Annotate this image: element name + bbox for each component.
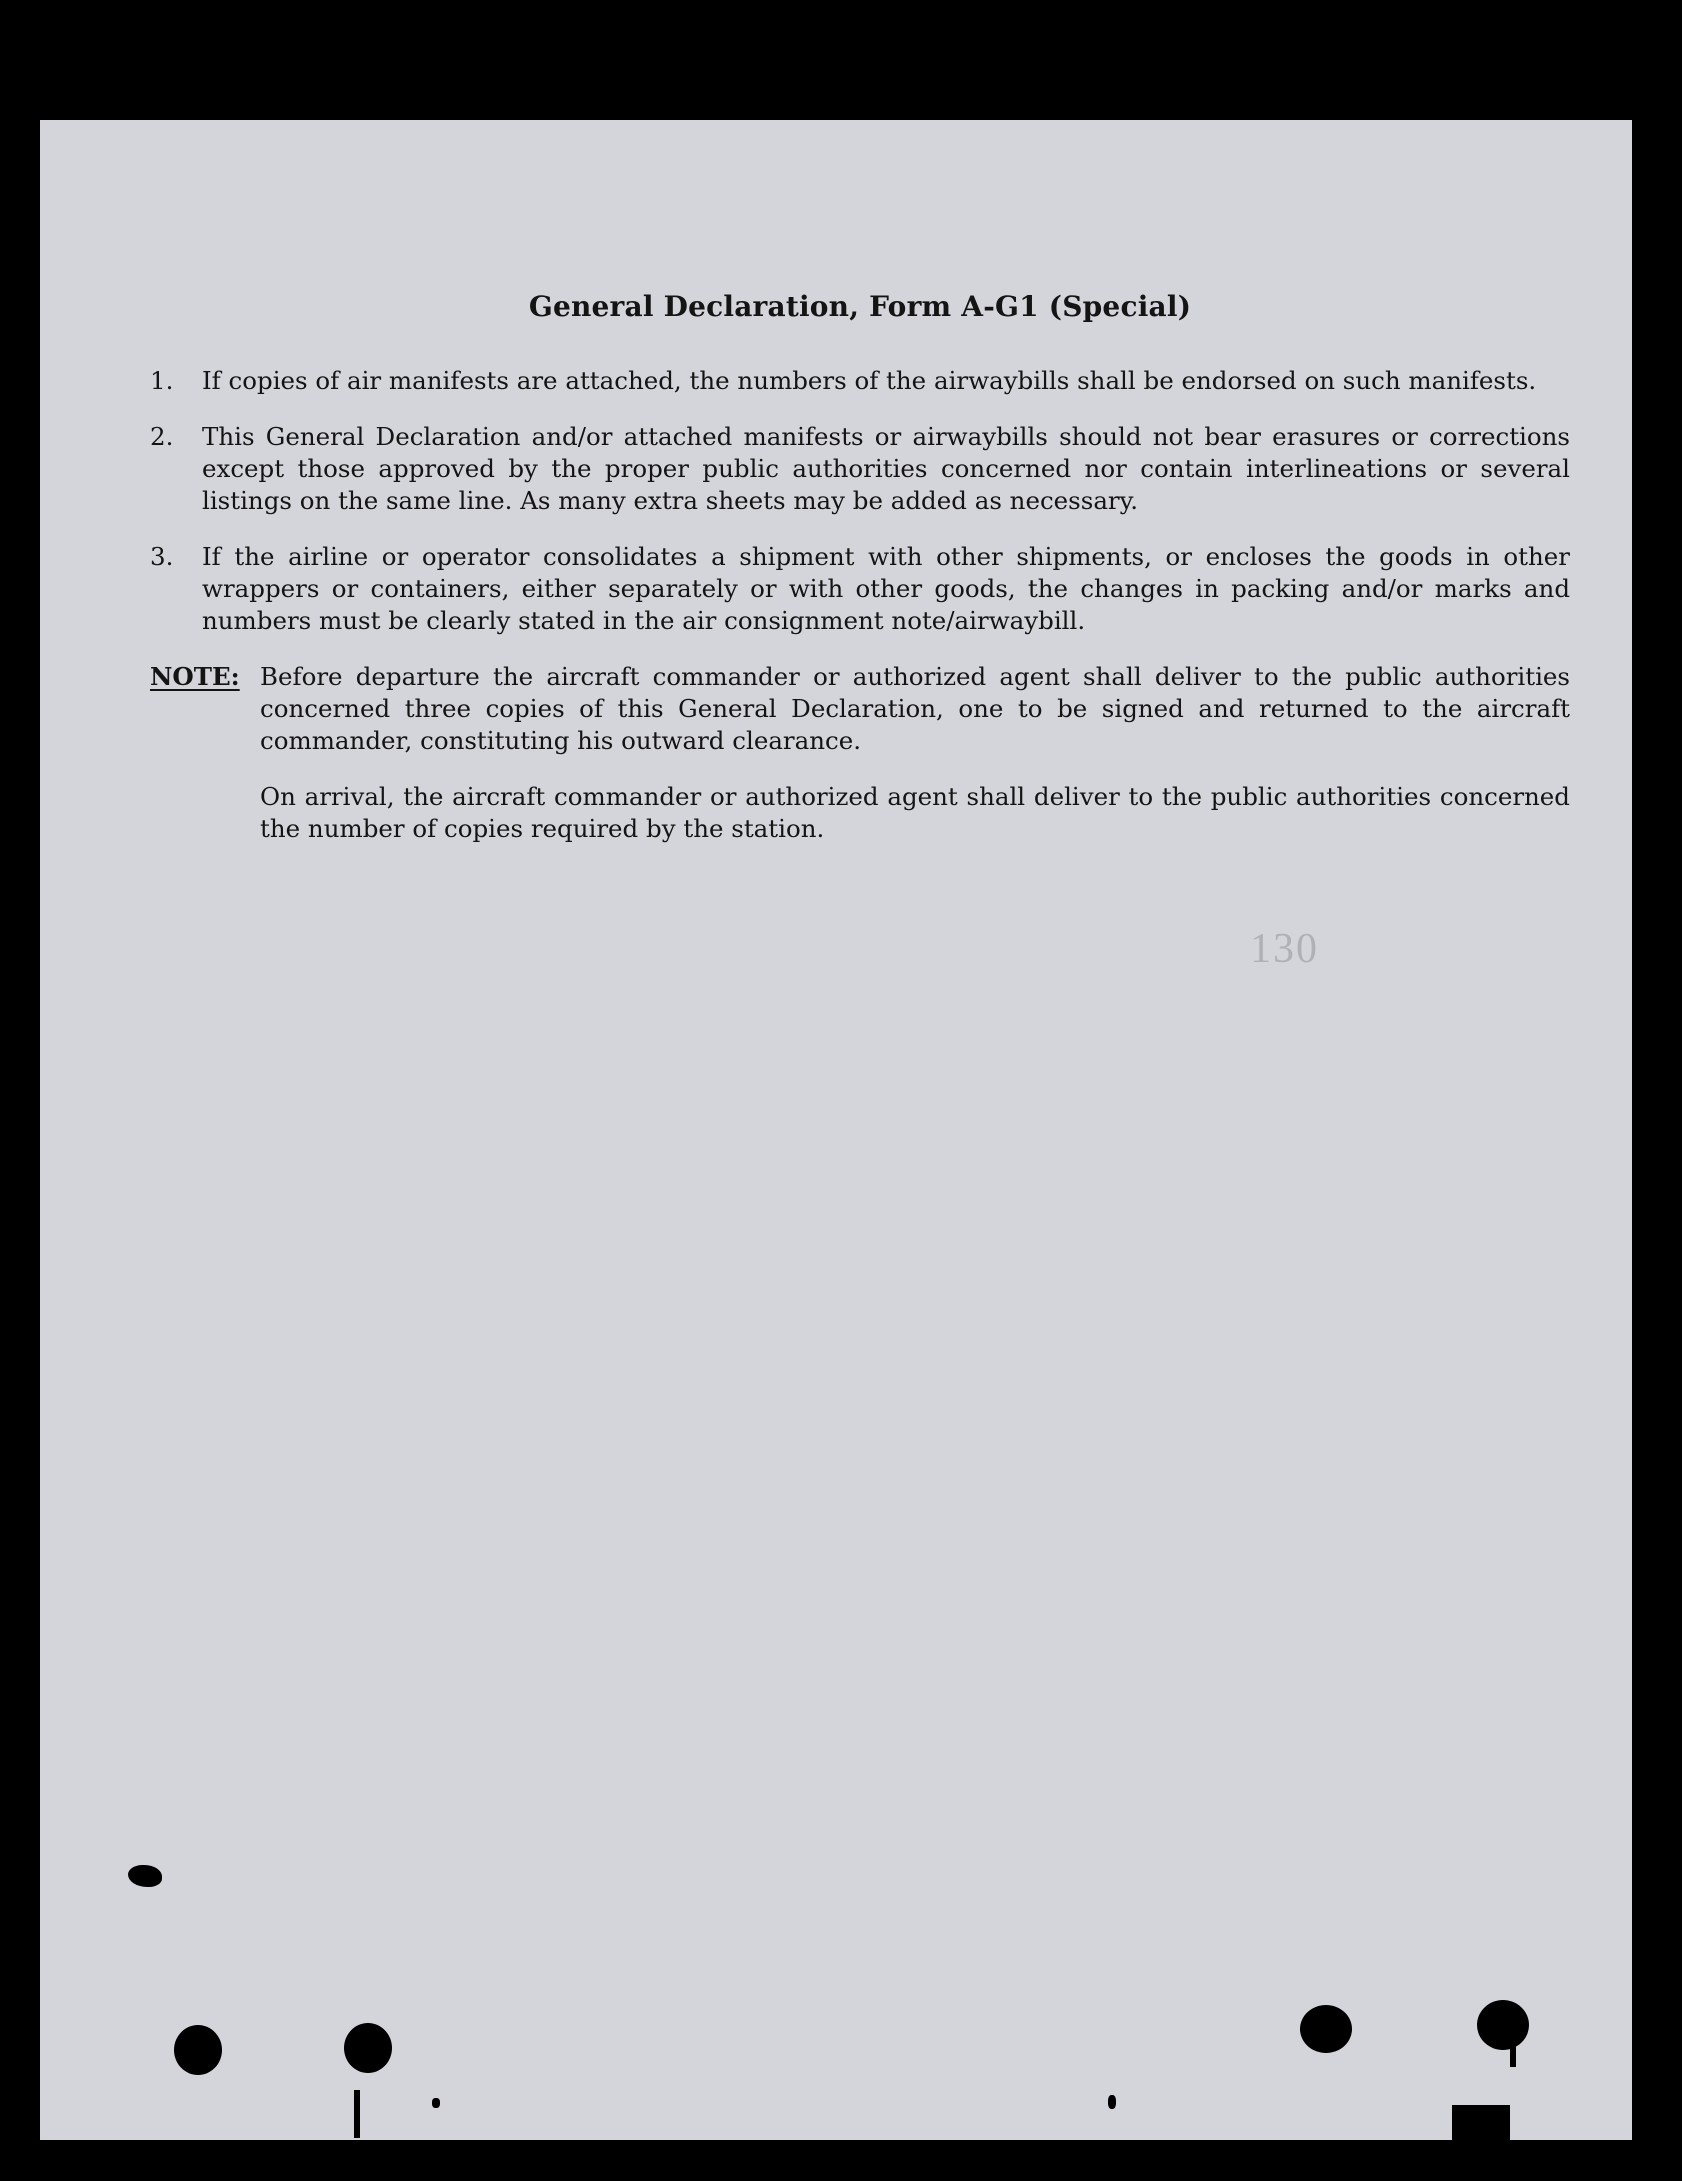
- note-section: [150, 661, 1570, 869]
- note-paragraph: On arrival, the aircraft commander or authorized agent shall deliver to the public authorities concerned the number of copies required by the station.: [260, 782, 1570, 843]
- punch-hole: [344, 2023, 392, 2073]
- item-text: This General Declaration and/or attached manifests or airwaybills should not bear erasures or corrections except those approved by the proper public authorities concerned nor contain interlineations or several listings on the same line. As many extra sheets may be added as necessary.: [202, 422, 1570, 515]
- item-number: 2.: [150, 422, 174, 451]
- ink-blot: [128, 1865, 162, 1887]
- paper-speck: [1452, 2105, 1510, 2140]
- punch-hole: [1300, 2005, 1352, 2053]
- item-text: If copies of air manifests are attached, the numbers of the airwaybills shall be endorsed on such manifests.: [202, 366, 1537, 395]
- list-item: [150, 421, 1570, 517]
- punch-hole: [174, 2025, 222, 2075]
- list-item: [150, 541, 1570, 637]
- note-body: [260, 661, 1570, 869]
- note-label: NOTE:: [150, 662, 240, 691]
- punch-hole: [1477, 2000, 1529, 2050]
- note-paragraph: Before departure the aircraft commander or authorized agent shall deliver to the public authorities concerned three copies of this General Declaration, one to be signed and returned to the aircraft commander, constituting his outward clearance.: [260, 662, 1570, 755]
- document-page: [40, 120, 1632, 2140]
- stamped-page-number: 130: [1250, 926, 1319, 972]
- paper-speck: [1510, 2045, 1516, 2067]
- item-text: If the airline or operator consolidates a shipment with other shipments, or encloses the goods in other wrappers or containers, either separately or with other goods, the changes in packing and/or marks and numbers must be clearly stated in the air consignment note/airwaybill.: [202, 542, 1570, 635]
- item-number: 1.: [150, 366, 174, 395]
- paper-speck: [1108, 2095, 1116, 2109]
- paper-speck: [354, 2090, 360, 2138]
- item-number: 3.: [150, 542, 174, 571]
- document-content: [150, 290, 1570, 869]
- paper-speck: [432, 2098, 440, 2108]
- list-item: [150, 365, 1570, 397]
- document-title: General Declaration, Form A-G1 (Special): [528, 290, 1192, 323]
